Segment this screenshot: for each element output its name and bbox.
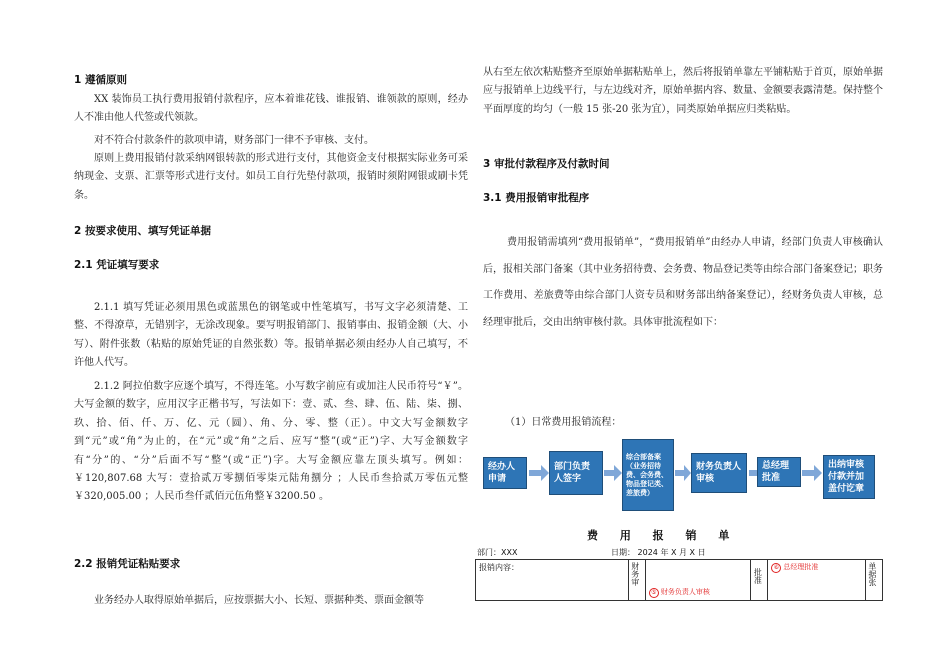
heading-3-1: 3.1 费用报销审批程序 [483, 192, 590, 204]
form-finance-cell [645, 560, 751, 601]
form-content-label: 报销内容： [479, 563, 519, 572]
para-2: 对不符合付款条件的款项申请，财务部门一律不予审核、支付。 [94, 135, 374, 146]
flow-arrow-2 [604, 465, 622, 481]
flow-label: （1）日常费用报销流程： [505, 417, 622, 428]
flow-step-dept-head: 部门负责人签字 [549, 451, 603, 495]
form-dept: 部门：XXX [477, 548, 518, 557]
flow-step-gm: 总经理批准 [757, 457, 801, 487]
flow-step-admin-record: 综合部备案（业务招待费、会务费、物品登记类、差旅费） [622, 439, 674, 511]
heading-2: 2 按要求使用、填写凭证单据 [74, 225, 211, 237]
form-finance-tag-number: ⑤ [649, 588, 659, 598]
reimbursement-form-table [475, 559, 883, 601]
form-finance-tag-text: 财务负责人审核 [660, 588, 710, 596]
flow-arrow-5 [802, 465, 822, 481]
form-approve-label: 批准 [753, 568, 763, 584]
flow-step-applicant: 经办人申请 [483, 457, 527, 489]
para-1: XX 装饰员工执行费用报销付款程序，应本着谁花钱、谁报销、谁领款的原则，经办人不准由他人代签或代领款。 [74, 94, 468, 124]
heading-1: 1 遵循原则 [74, 74, 127, 86]
form-finance-tag [649, 588, 710, 596]
para-2-1-2: 2.1.2 阿拉伯数字应逐个填写，不得连笔。小写数字前应有或加注人民币符号“￥”。大写金额的数字，应用汉字正楷书写，写法如下：壹、贰、叁、肆、伍、陆、柒、捌、玖、拾、佰、仟、万、亿、元（圆）、角、分、零、整（正）。中文大写金额数字到“元”或“角”为止的，在“元”或“角”之后、应写“整”(或“正”)字、大写金额数字有“分”的、“分”后面不写“整”(或“正”)字。大写金额应靠左顶头填写。例如：￥120,807.68 大写：壹拾贰万零捌佰零柒元陆角捌分 ；人民币叁拾贰万零伍元整￥320,005.00 ；人民币叁仟贰佰元伍角整￥3200.50 。 [74, 381, 468, 503]
para-3: 原则上费用报销付款采纳网银转款的形式进行支付，其他资金支付根据实际业务可采纳现金、支票、汇票等形式进行支付。如员工自行先垫付款项，报销时须附网银或刷卡凭条。 [74, 153, 468, 201]
flowchart [483, 437, 883, 517]
para-3-1: 费用报销需填列“费用报销单”，“费用报销单”由经办人申请，经部门负责人审核确认后，报相关部门备案（其中业务招待费、会务费、物品登记类等由综合部门备案登记；职务工作费用、差旅费等由综合部门人资专员和财务部出纳备案登记），经财务负责人审核，总经理审批后，交由出纳审核付款。具体审批流程如下： [483, 237, 883, 328]
flow-arrow-3 [675, 465, 691, 481]
form-title: 费 用 报 销 单 [587, 529, 739, 542]
form-date: 日期： 2024 年 X 月 X 日 [611, 548, 706, 557]
flow-arrow-1 [529, 465, 549, 481]
form-content-cell [476, 560, 629, 601]
flow-step-finance-head: 财务负责人审核 [691, 453, 747, 493]
para-cont: 从右至左依次粘贴整齐至原始单据粘贴单上，然后将报销单靠左平铺粘贴于首页，原始单据应与报销单上边线平行，与左边线对齐，原始单据内容、数量、金额要表露清楚。保持整个平面厚度的均匀（一般 15 张-20 张为宜），同类原始单据应归类粘贴。 [483, 67, 883, 115]
para-2-2: 业务经办人取得原始单据后，应按票据大小、长短、票据种类、票面金额等 [94, 595, 424, 606]
form-finance-label: 财务审 [630, 562, 640, 586]
heading-2-1: 2.1 凭证填写要求 [74, 259, 160, 271]
form-attach-label: 单据张 [867, 562, 877, 586]
form-approve-tag-number: ⑥ [771, 563, 781, 573]
form-approve-label-cell [751, 560, 768, 601]
form-approve-tag [771, 563, 818, 571]
form-finance-label-cell [628, 560, 645, 601]
para-2-1-1: 2.1.1 填写凭证必须用黑色或蓝黑色的钢笔或中性笔填写，书写文字必须清楚、工整、不得潦草，无错别字，无涂改现象。要写明报销部门、报销事由、报销金额（大、小写）、附件张数（粘贴的原始凭证的自然张数）等。报销单据必须由经办人自己填写，不许他人代写。 [74, 302, 468, 369]
heading-3: 3 审批付款程序及付款时间 [483, 158, 610, 170]
right-column [475, 0, 950, 672]
flow-step-cashier: 出纳审核付款并加盖付讫章 [823, 455, 875, 499]
form-attach-label-cell [865, 560, 882, 601]
heading-2-2: 2.2 报销凭证粘贴要求 [74, 558, 181, 570]
form-approve-tag-text: 总经理批准 [783, 563, 819, 571]
form-approve-cell [768, 560, 865, 601]
